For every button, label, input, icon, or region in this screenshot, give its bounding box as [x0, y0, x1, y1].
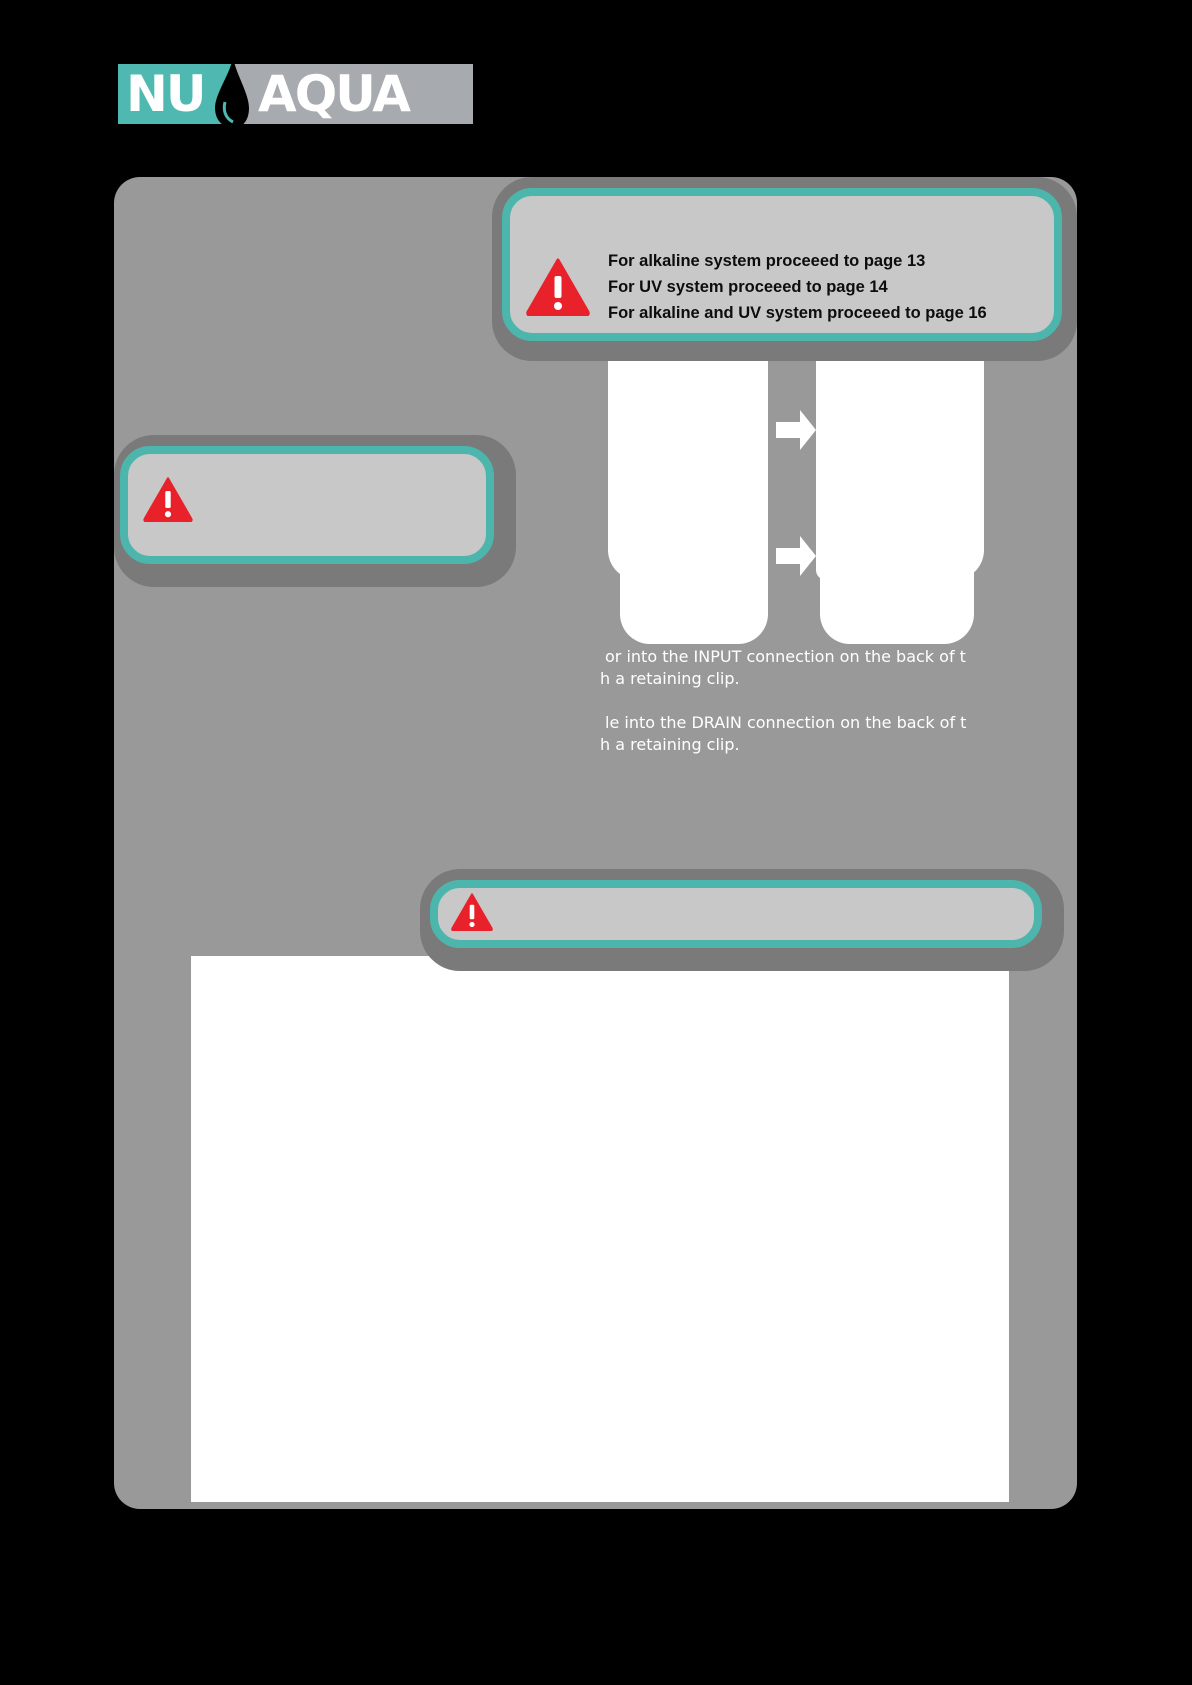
logo-aqua-text: AQUA [258, 65, 409, 123]
step-input-line-1: or into the INPUT connection on the back of t [605, 647, 966, 666]
water-drop-icon [211, 58, 251, 130]
note-line-alkaline: For alkaline system proceeed to page 13 [608, 252, 926, 270]
bottom-note [430, 880, 1042, 948]
step-drain-line-2: h a retaining clip. [600, 735, 740, 754]
filter-cartridge-left-base [620, 570, 768, 644]
image-placeholder-area [191, 956, 1009, 1502]
warning-icon [143, 477, 193, 522]
note-line-alkaline-uv: For alkaline and UV system proceeed to page 16 [608, 304, 987, 322]
step-input-line-2: h a retaining clip. [600, 669, 740, 688]
step-input-text [600, 646, 986, 690]
note-line-uv: For UV system proceeed to page 14 [608, 278, 888, 296]
warning-icon [451, 893, 493, 931]
nu-aqua-logo [118, 64, 473, 124]
step-drain-text [600, 712, 986, 756]
warning-icon [526, 258, 590, 316]
filter-cartridge-right-base [820, 570, 974, 644]
filter-cartridge-right [816, 330, 984, 580]
logo-nu-text: NU [126, 65, 205, 123]
top-note-text [608, 248, 987, 326]
connector-arrows [776, 400, 818, 600]
filter-cartridge-left [608, 330, 768, 580]
step-drain-line-1: le into the DRAIN connection on the back of t [605, 713, 967, 732]
